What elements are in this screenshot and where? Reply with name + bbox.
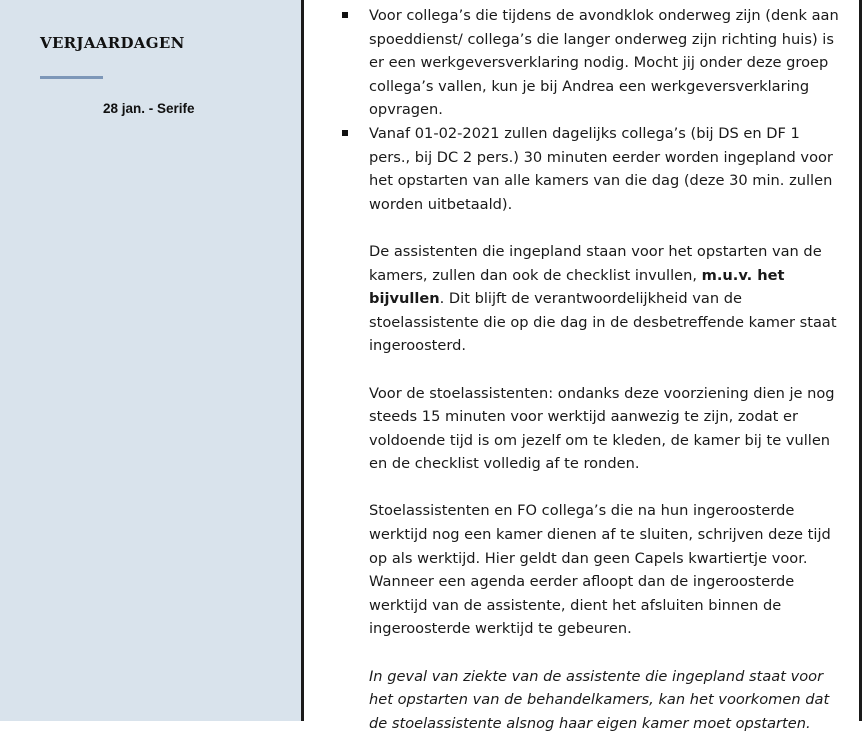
paragraph-text: De assistenten die ingepland staan voor het opstarten van de kamers, zullen dan ook de checklist invullen, <box>369 242 822 284</box>
bold-text: m.u.v. het bijvullen <box>369 266 785 308</box>
square-bullet-icon <box>342 130 348 136</box>
sidebar-title: VERJAARDAGEN <box>40 34 185 52</box>
birthday-entry: 28 jan. - Serife <box>103 101 195 116</box>
bullet-item <box>304 122 844 216</box>
bullet-text: Voor collega’s die tijdens de avondklok onderweg zijn (denk aan spoeddienst/ collega’s die langer onderweg zijn richting huis) is er een werkgeversverklaring nodig. Mocht jij onder deze groep collega’s vallen, kun je bij Andrea een werkgeversverklaring opvragen. <box>369 7 839 119</box>
main-right-border <box>859 0 862 721</box>
paragraph-stoelassistenten: Voor de stoelassistenten: ondanks deze voorziening dien je nog steeds 15 minuten voor werktijd aanwezig te zijn, zodat er voldoende tijd is om jezelf om te kleden, de kamer bij te vullen en de checklist volledig af te ronden. <box>369 384 835 473</box>
newsletter-content <box>304 4 844 735</box>
paragraph-checklist <box>304 240 844 358</box>
sidebar-divider <box>40 76 103 79</box>
paragraph-text: . Dit blijft de verantwoordelijkheid van de stoelassistente die op die dag in de desbetreffende kamer staat ingeroosterd. <box>369 290 837 355</box>
paragraph-werktijd: Stoelassistenten en FO collega’s die na hun ingeroosterde werktijd nog een kamer dienen af te sluiten, schrijven deze tijd op als werktijd. Hier geldt dan geen Capels kwartiertje voor. Wanneer een agenda eerder afloopt dan de ingeroosterde werktijd van de assistente, dient het afsluiten binnen de ingeroosterde werktijd te gebeuren. <box>369 502 831 638</box>
paragraph-ziekte: In geval van ziekte van de assistente die ingepland staat voor het opstarten van de behandelkamers, kan het voorkomen dat de stoelassistente alsnog haar eigen kamer moet opstarten. <box>369 667 830 732</box>
bullet-item <box>304 4 844 122</box>
bullet-text: Vanaf 01-02-2021 zullen dagelijks collega’s (bij DS en DF 1 pers., bij DC 2 pers.) 30 minuten eerder worden ingepland voor het opstarten van alle kamers van die dag (deze 30 min. zullen worden uitbetaald). <box>369 124 833 213</box>
sidebar <box>0 0 304 721</box>
square-bullet-icon <box>342 12 348 18</box>
